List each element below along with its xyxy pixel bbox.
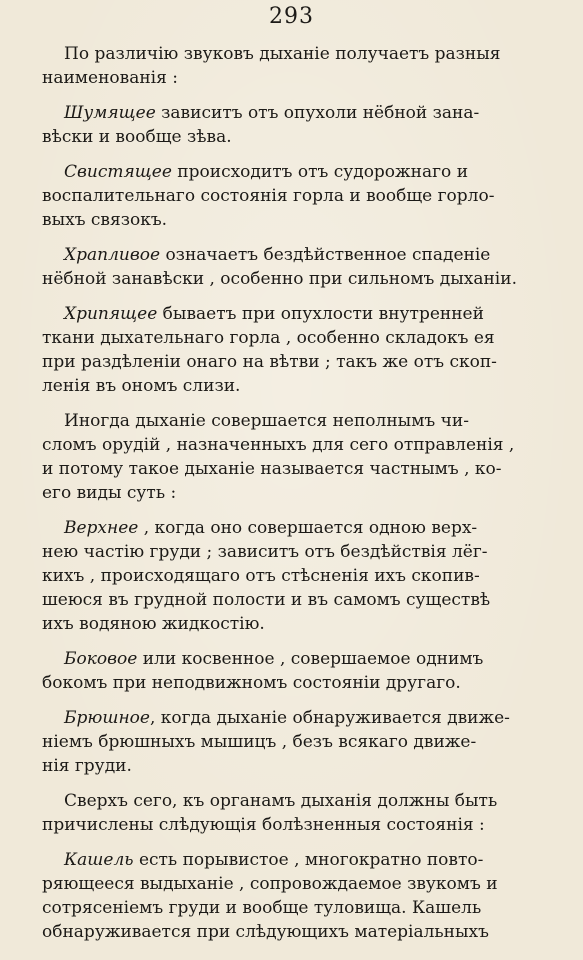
text-line: кихъ , происходящаго отъ стѣсненія ихъ скопив- bbox=[42, 566, 480, 586]
line-text: означаетъ бездѣйственное спаденіе bbox=[160, 245, 491, 265]
text-line: и потому такое дыханіе называется частнымъ , ко- bbox=[42, 459, 502, 479]
text-line: Иногда дыханіе совершается неполнымъ чи- bbox=[64, 411, 469, 431]
text-line: вѣски и вообще зѣва. bbox=[42, 127, 232, 147]
line-text: бываетъ при опухлости внутренней bbox=[157, 304, 484, 324]
text-line: нею частію груди ; зависитъ отъ бездѣйствія лёг- bbox=[42, 542, 488, 562]
text-line: По различію звуковъ дыханіе получаетъ разныя bbox=[64, 44, 501, 64]
paragraph bbox=[42, 160, 541, 232]
paragraph bbox=[42, 302, 541, 398]
text-line: ткани дыхательнаго горла , особенно складокъ ея bbox=[42, 328, 495, 348]
text-line: сотрясеніемъ груди и вообще туловища. Кашель bbox=[42, 898, 482, 918]
italic-term: Свистящее bbox=[64, 162, 172, 182]
text-line: бокомъ при неподвижномъ состояніи другаго. bbox=[42, 673, 461, 693]
text-line: выхъ связокъ. bbox=[42, 210, 168, 230]
italic-term: Верхнее bbox=[64, 518, 139, 538]
text-line: при раздѣленіи онаго на вѣтви ; такъ же отъ скоп- bbox=[42, 352, 497, 372]
text-line: нёбной занавѣски , особенно при сильномъ дыханіи. bbox=[42, 269, 517, 289]
text-line: ряющееся выдыханіе , сопровождаемое звукомъ и bbox=[42, 874, 498, 894]
italic-term: Брюшное bbox=[64, 708, 150, 728]
italic-term: Боковое bbox=[64, 649, 138, 669]
paragraph bbox=[42, 516, 541, 636]
paragraph bbox=[42, 848, 541, 944]
paragraph bbox=[42, 789, 541, 837]
line-text: , когда дыханіе обнаруживается движе- bbox=[149, 708, 510, 728]
text-line bbox=[42, 243, 541, 267]
page-number: 293 bbox=[269, 4, 314, 29]
text-line bbox=[42, 101, 541, 125]
paragraph bbox=[42, 706, 541, 778]
text-line bbox=[42, 302, 541, 326]
italic-term: Хрипящее bbox=[64, 304, 158, 324]
text-line bbox=[42, 848, 541, 872]
italic-term: Храпливое bbox=[64, 245, 161, 265]
text-line: ихъ водяною жидкостію. bbox=[42, 614, 265, 634]
paragraph bbox=[42, 243, 541, 291]
line-text: есть порывистое , многократно повто- bbox=[133, 850, 484, 870]
paragraph bbox=[42, 101, 541, 149]
text-line: ленія въ ономъ слизи. bbox=[42, 376, 241, 396]
italic-term: Кашель bbox=[64, 850, 134, 870]
text-line: обнаруживается при слѣдующихъ матеріальныхъ bbox=[42, 922, 489, 942]
paragraph bbox=[42, 409, 541, 505]
text-line bbox=[42, 647, 541, 671]
line-text: зависитъ отъ опухоли нёбной зана- bbox=[155, 103, 480, 123]
paragraph bbox=[42, 42, 541, 90]
text-line: воспалительнаго состоянія горла и вообще горло- bbox=[42, 186, 495, 206]
text-line bbox=[42, 160, 541, 184]
text-line: сломъ орудій , назначенныхъ для сего отправленія , bbox=[42, 435, 515, 455]
text-line: нія груди. bbox=[42, 756, 132, 776]
line-text: или косвенное , совершаемое однимъ bbox=[137, 649, 484, 669]
paragraph bbox=[42, 647, 541, 695]
line-text: , когда оно совершается одною верх- bbox=[138, 518, 478, 538]
text-line: причислены слѣдующія болѣзненныя состоянія : bbox=[42, 815, 485, 835]
text-line: шеюся въ грудной полости и въ самомъ существѣ bbox=[42, 590, 491, 610]
text-line: наименованія : bbox=[42, 68, 178, 88]
italic-term: Шумящее bbox=[64, 103, 156, 123]
text-line bbox=[42, 706, 541, 730]
text-line: его виды суть : bbox=[42, 483, 177, 503]
text-line: ніемъ брюшныхъ мышицъ , безъ всякаго движе- bbox=[42, 732, 477, 752]
text-line bbox=[42, 516, 541, 540]
text-line: Сверхъ сего, къ органамъ дыханія должны быть bbox=[64, 791, 498, 811]
line-text: происходитъ отъ судорожнаго и bbox=[171, 162, 469, 182]
